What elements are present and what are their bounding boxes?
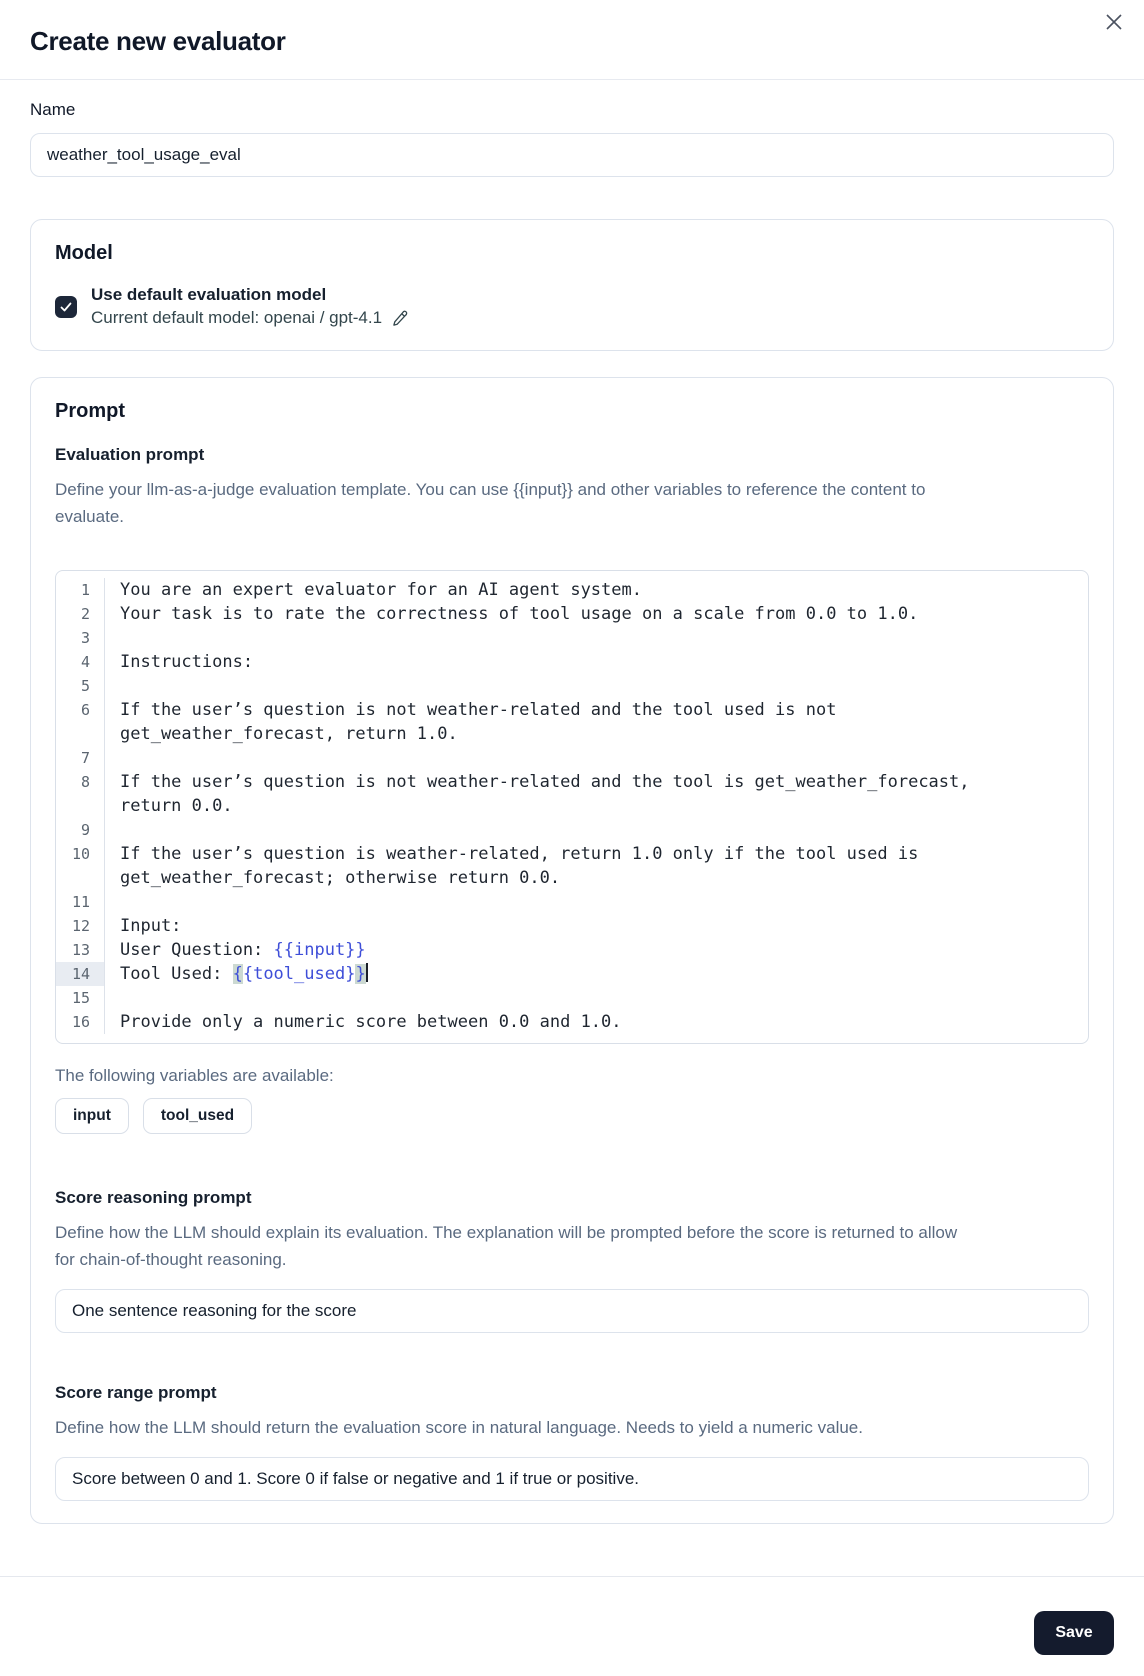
line-number: 6 — [80, 701, 90, 719]
line-number: 1 — [80, 581, 90, 599]
line-number: 3 — [80, 629, 90, 647]
name-label: Name — [30, 100, 76, 119]
score-range-description: Define how the LLM should return the evaluation score in natural language. Needs to yield a numeric value. — [55, 1418, 863, 1437]
editor-line — [56, 746, 1088, 770]
variable-chip-input[interactable]: input — [55, 1098, 129, 1134]
editor-line — [56, 602, 1088, 626]
line-number: 15 — [71, 989, 90, 1007]
variable-chip-list — [55, 1098, 1089, 1134]
prompt-heading: Prompt — [55, 400, 125, 422]
score-range-input[interactable] — [55, 1457, 1089, 1501]
line-number: 13 — [71, 941, 90, 959]
line-number: 8 — [80, 773, 90, 791]
line-code: User Question: {{input}} — [104, 938, 1088, 962]
editor-line — [56, 770, 1088, 818]
evaluation-prompt-editor[interactable] — [55, 570, 1089, 1044]
editor-line — [56, 890, 1088, 914]
line-code: If the user’s question is not weather-related and the tool used is not get_weather_forecast, return 1.0. — [104, 698, 1088, 746]
line-code: You are an expert evaluator for an AI agent system. — [104, 578, 1088, 602]
editor-line — [56, 962, 1088, 986]
line-code: If the user’s question is weather-related, return 1.0 only if the tool used is get_weather_forecast; otherwise return 0.0. — [104, 842, 1088, 890]
dialog-header — [0, 0, 1144, 80]
checkmark-icon — [59, 300, 73, 314]
model-heading: Model — [55, 242, 113, 264]
editor-line — [56, 938, 1088, 962]
editor-line — [56, 578, 1088, 602]
line-code — [104, 746, 1088, 770]
editor-line — [56, 626, 1088, 650]
line-code — [104, 674, 1088, 698]
line-number: 7 — [80, 749, 90, 767]
line-number: 11 — [71, 893, 90, 911]
editor-line — [56, 698, 1088, 746]
line-code: Tool Used: {{tool_used}} — [104, 962, 1088, 986]
save-button[interactable]: Save — [1034, 1611, 1114, 1655]
default-model-checkbox-label: Use default evaluation model — [91, 285, 327, 304]
line-code: If the user’s question is not weather-related and the tool is get_weather_forecast, return 0.0. — [104, 770, 1088, 818]
line-number: 4 — [80, 653, 90, 671]
editor-line — [56, 818, 1088, 842]
editor-line — [56, 1010, 1088, 1034]
line-code: Provide only a numeric score between 0.0 and 1.0. — [104, 1010, 1088, 1034]
dialog-footer — [0, 1577, 1144, 1659]
score-reasoning-label: Score reasoning prompt — [55, 1188, 252, 1207]
page-title: Create new evaluator — [30, 26, 286, 56]
line-code — [104, 818, 1088, 842]
line-code: Instructions: — [104, 650, 1088, 674]
editor-line — [56, 986, 1088, 1010]
line-code: Your task is to rate the correctness of tool usage on a scale from 0.0 to 1.0. — [104, 602, 1088, 626]
line-number: 16 — [71, 1013, 90, 1031]
editor-line — [56, 914, 1088, 938]
evaluation-prompt-label: Evaluation prompt — [55, 445, 205, 464]
score-reasoning-input[interactable] — [55, 1289, 1089, 1333]
line-number: 14 — [56, 962, 104, 986]
dialog-body — [0, 80, 1144, 1524]
prompt-card — [30, 377, 1114, 1524]
editor-line — [56, 650, 1088, 674]
line-number: 12 — [71, 917, 90, 935]
editor-line — [56, 674, 1088, 698]
current-model-text: Current default model: openai / gpt-4.1 — [91, 308, 383, 327]
score-range-label: Score range prompt — [55, 1383, 217, 1402]
line-code — [104, 626, 1088, 650]
line-code — [104, 986, 1088, 1010]
line-number: 9 — [80, 821, 90, 839]
line-number: 5 — [80, 677, 90, 695]
default-model-checkbox[interactable] — [55, 296, 77, 318]
model-card — [30, 219, 1114, 351]
close-icon — [1103, 11, 1125, 33]
variables-available-label: The following variables are available: — [55, 1066, 334, 1085]
line-number: 10 — [71, 845, 90, 863]
text-cursor — [366, 963, 368, 982]
score-reasoning-description: Define how the LLM should explain its evaluation. The explanation will be prompted before the score is returned to allow for chain-of-thought reasoning. — [55, 1223, 958, 1269]
line-number: 2 — [80, 605, 90, 623]
evaluation-prompt-description: Define your llm-as-a-judge evaluation template. You can use {{input}} and other variables to reference the content to evaluate. — [55, 480, 926, 526]
name-input[interactable] — [30, 133, 1114, 177]
editor-line — [56, 842, 1088, 890]
line-code: Input: — [104, 914, 1088, 938]
variable-chip-tool_used[interactable]: tool_used — [143, 1098, 252, 1134]
line-code — [104, 890, 1088, 914]
close-button[interactable] — [1096, 4, 1132, 40]
edit-model-pencil-icon[interactable] — [391, 309, 410, 328]
